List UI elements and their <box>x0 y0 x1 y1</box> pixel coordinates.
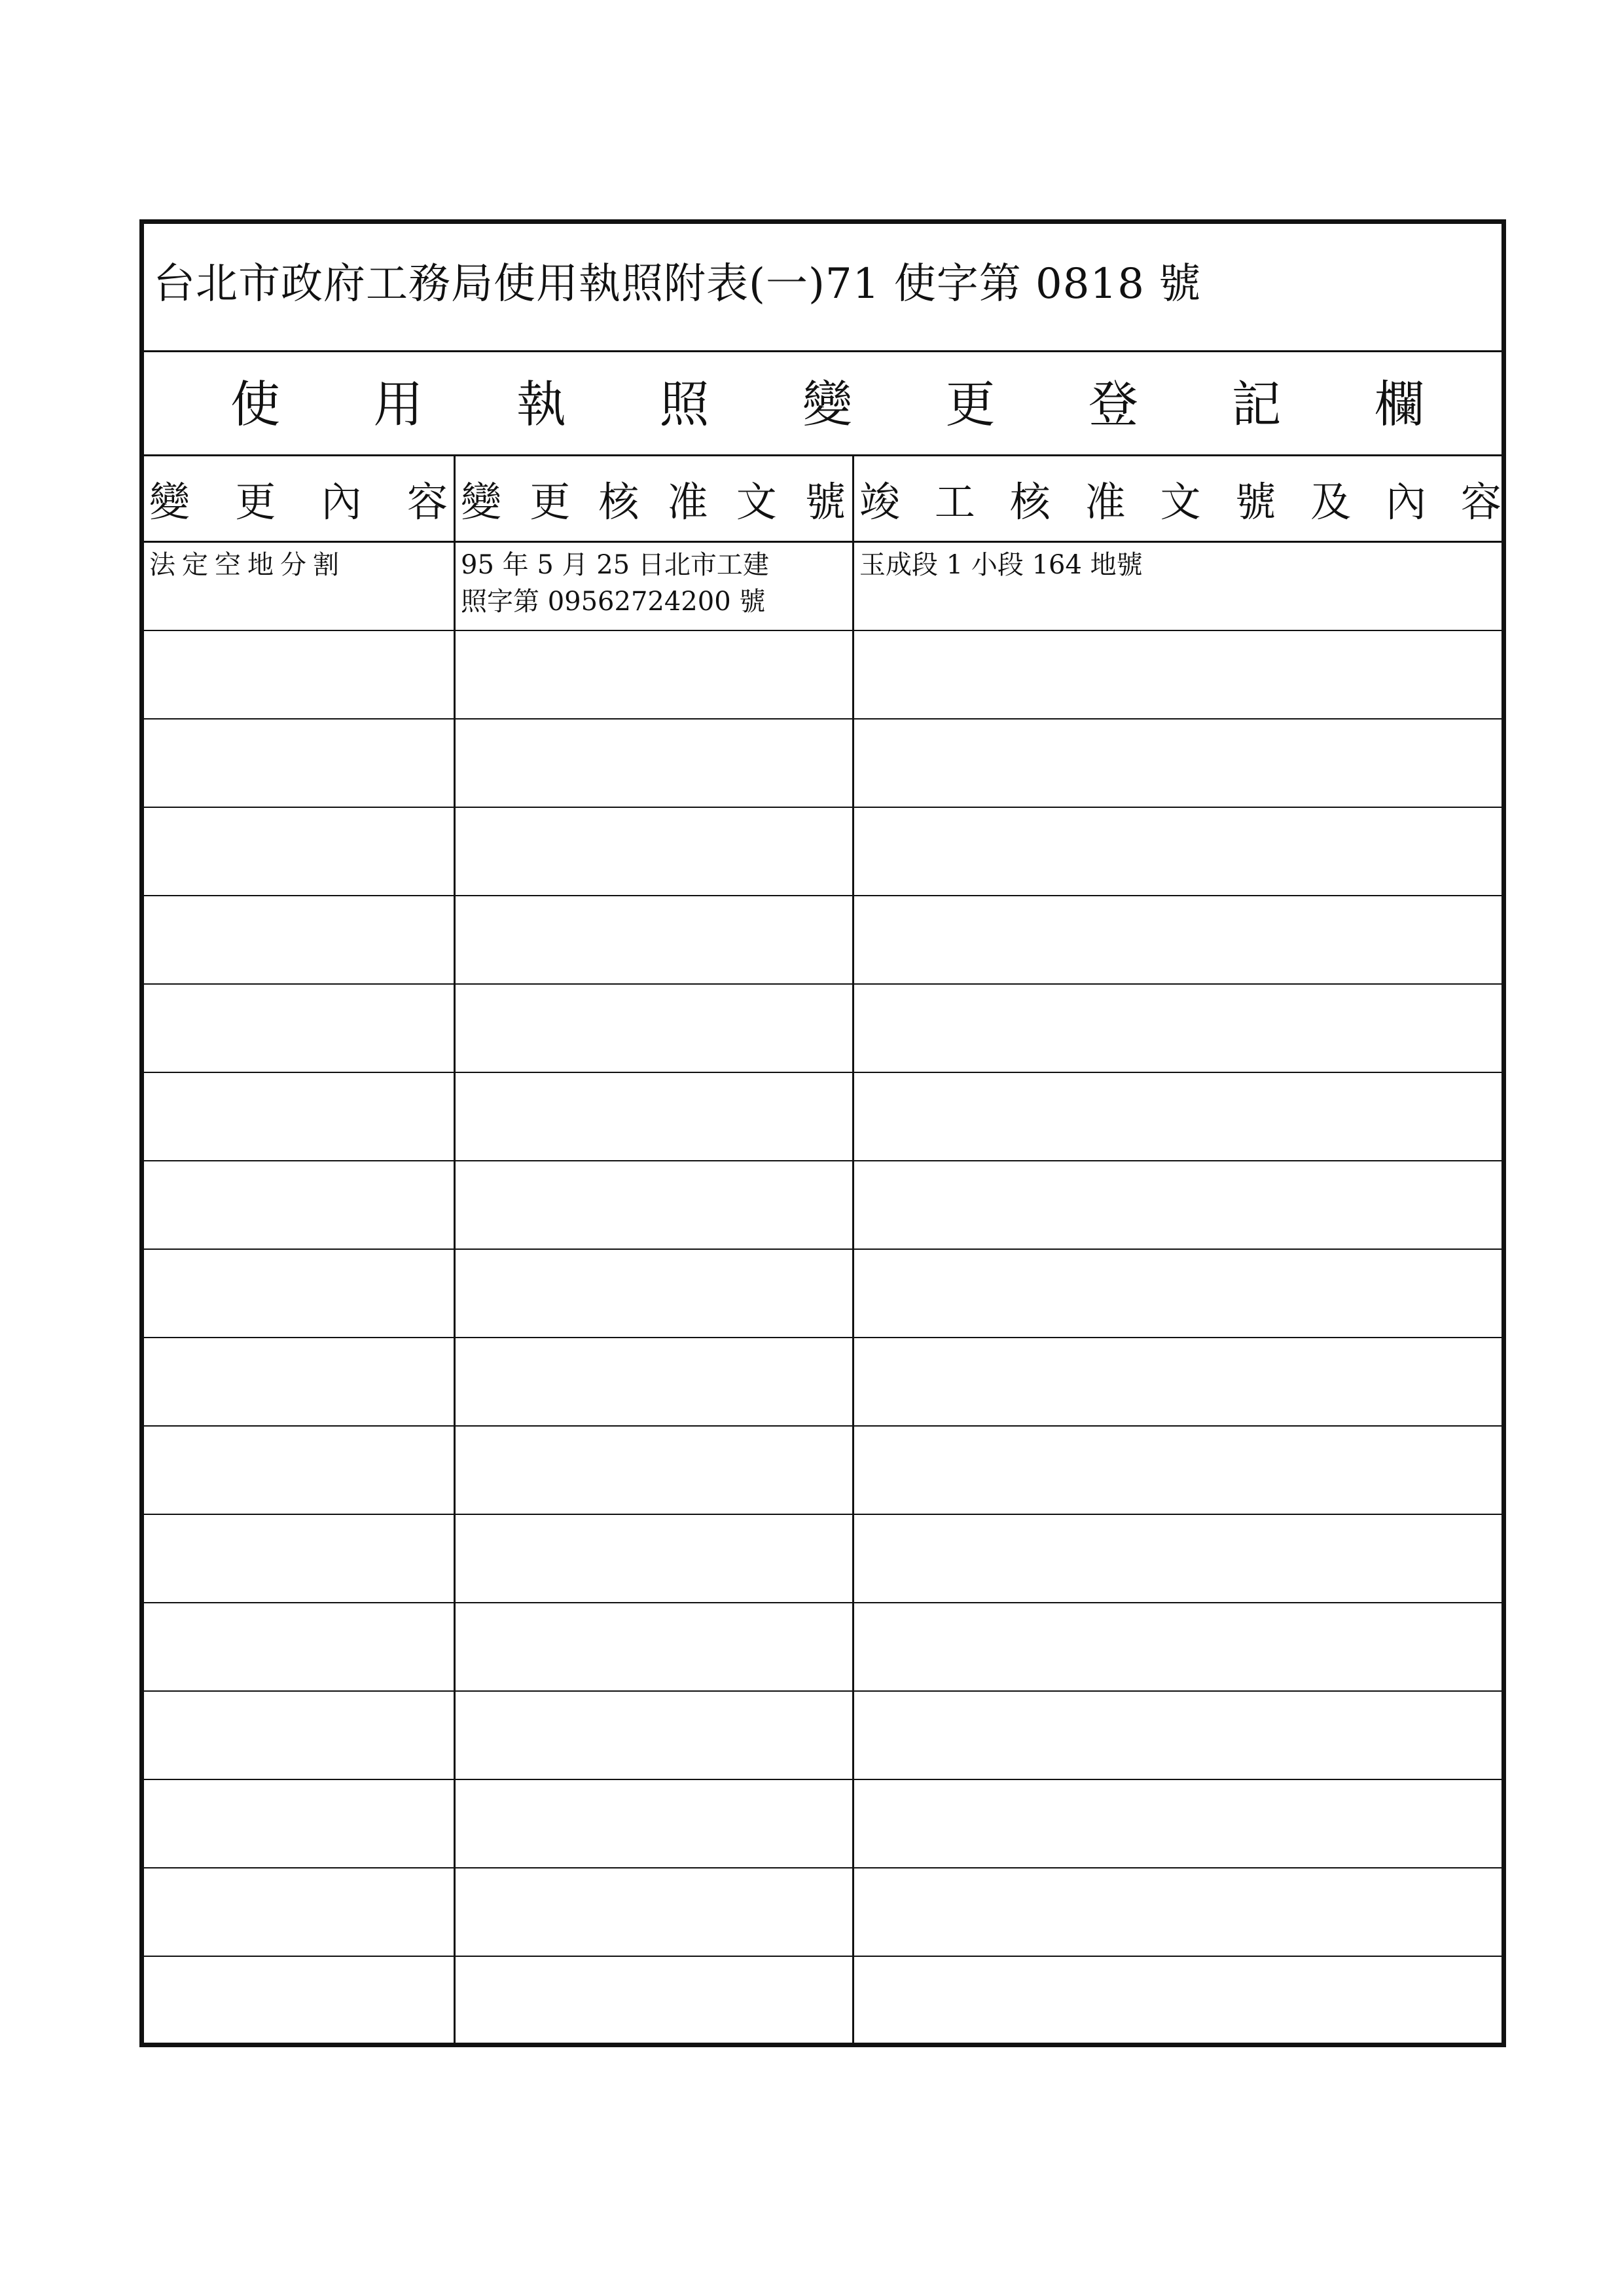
table-row <box>144 808 1501 896</box>
header-change-approval-number <box>461 456 850 541</box>
header-char: 工 <box>934 478 975 526</box>
header-char: 變 <box>149 478 190 526</box>
heading-char: 記 <box>1231 375 1282 433</box>
heading-char: 用 <box>373 375 423 433</box>
table-row <box>144 985 1501 1073</box>
header-char: 容 <box>406 478 448 526</box>
header-char: 核 <box>598 478 639 526</box>
header-char: 更 <box>530 478 571 526</box>
header-char: 號 <box>804 478 846 526</box>
table-row <box>144 1868 1501 1957</box>
heading-char: 欄 <box>1375 375 1424 433</box>
table-header-row <box>144 456 1501 543</box>
header-char: 文 <box>736 478 777 526</box>
header-char: 准 <box>1085 478 1126 526</box>
header-char: 變 <box>461 478 502 526</box>
table-row <box>144 1427 1501 1515</box>
header-completion-approval-and-content <box>859 456 1504 541</box>
heading-char: 使 <box>230 375 280 433</box>
table-row <box>144 1603 1501 1692</box>
form-title: 台北市政府工務局使用執照附表(一)71 使字第 0818 號 <box>153 260 1202 308</box>
cell-change-content: 法定空地分割 <box>149 550 346 580</box>
header-char: 號 <box>1235 478 1276 526</box>
table-row <box>144 1338 1501 1427</box>
heading-char: 照 <box>659 375 710 433</box>
heading-char: 更 <box>945 375 996 433</box>
table-row <box>144 543 1501 631</box>
header-change-content <box>149 456 452 541</box>
approval-line-2: 照字第 09562724200 號 <box>461 587 766 617</box>
table-row <box>144 1250 1501 1338</box>
header-char: 准 <box>667 478 708 526</box>
change-log-table <box>144 456 1501 2043</box>
table-row <box>144 1161 1501 1250</box>
table-row <box>144 1780 1501 1868</box>
header-char: 及 <box>1310 478 1352 526</box>
heading-char: 變 <box>802 375 852 433</box>
header-char: 更 <box>235 478 276 526</box>
license-form <box>139 219 1506 2047</box>
header-char: 容 <box>1460 478 1501 526</box>
table-row <box>144 1957 1501 2045</box>
title-row <box>144 224 1501 352</box>
header-char: 內 <box>321 478 362 526</box>
heading-char: 執 <box>516 375 566 433</box>
table-row <box>144 720 1501 808</box>
heading-row <box>144 352 1501 456</box>
table-row <box>144 896 1501 985</box>
section-heading <box>144 375 1501 433</box>
table-row <box>144 1073 1501 1161</box>
header-char: 內 <box>1386 478 1427 526</box>
cell-change-approval-number <box>461 547 847 620</box>
approval-line-1: 95 年 5 月 25 日北市工建 <box>461 550 769 580</box>
header-char: 核 <box>1009 478 1051 526</box>
header-char: 竣 <box>859 478 901 526</box>
table-row <box>144 1692 1501 1780</box>
heading-char: 登 <box>1088 375 1138 433</box>
table-row <box>144 631 1501 720</box>
header-char: 文 <box>1160 478 1201 526</box>
cell-completion-content: 玉成段 1 小段 164 地號 <box>859 550 1143 580</box>
table-row <box>144 1515 1501 1603</box>
